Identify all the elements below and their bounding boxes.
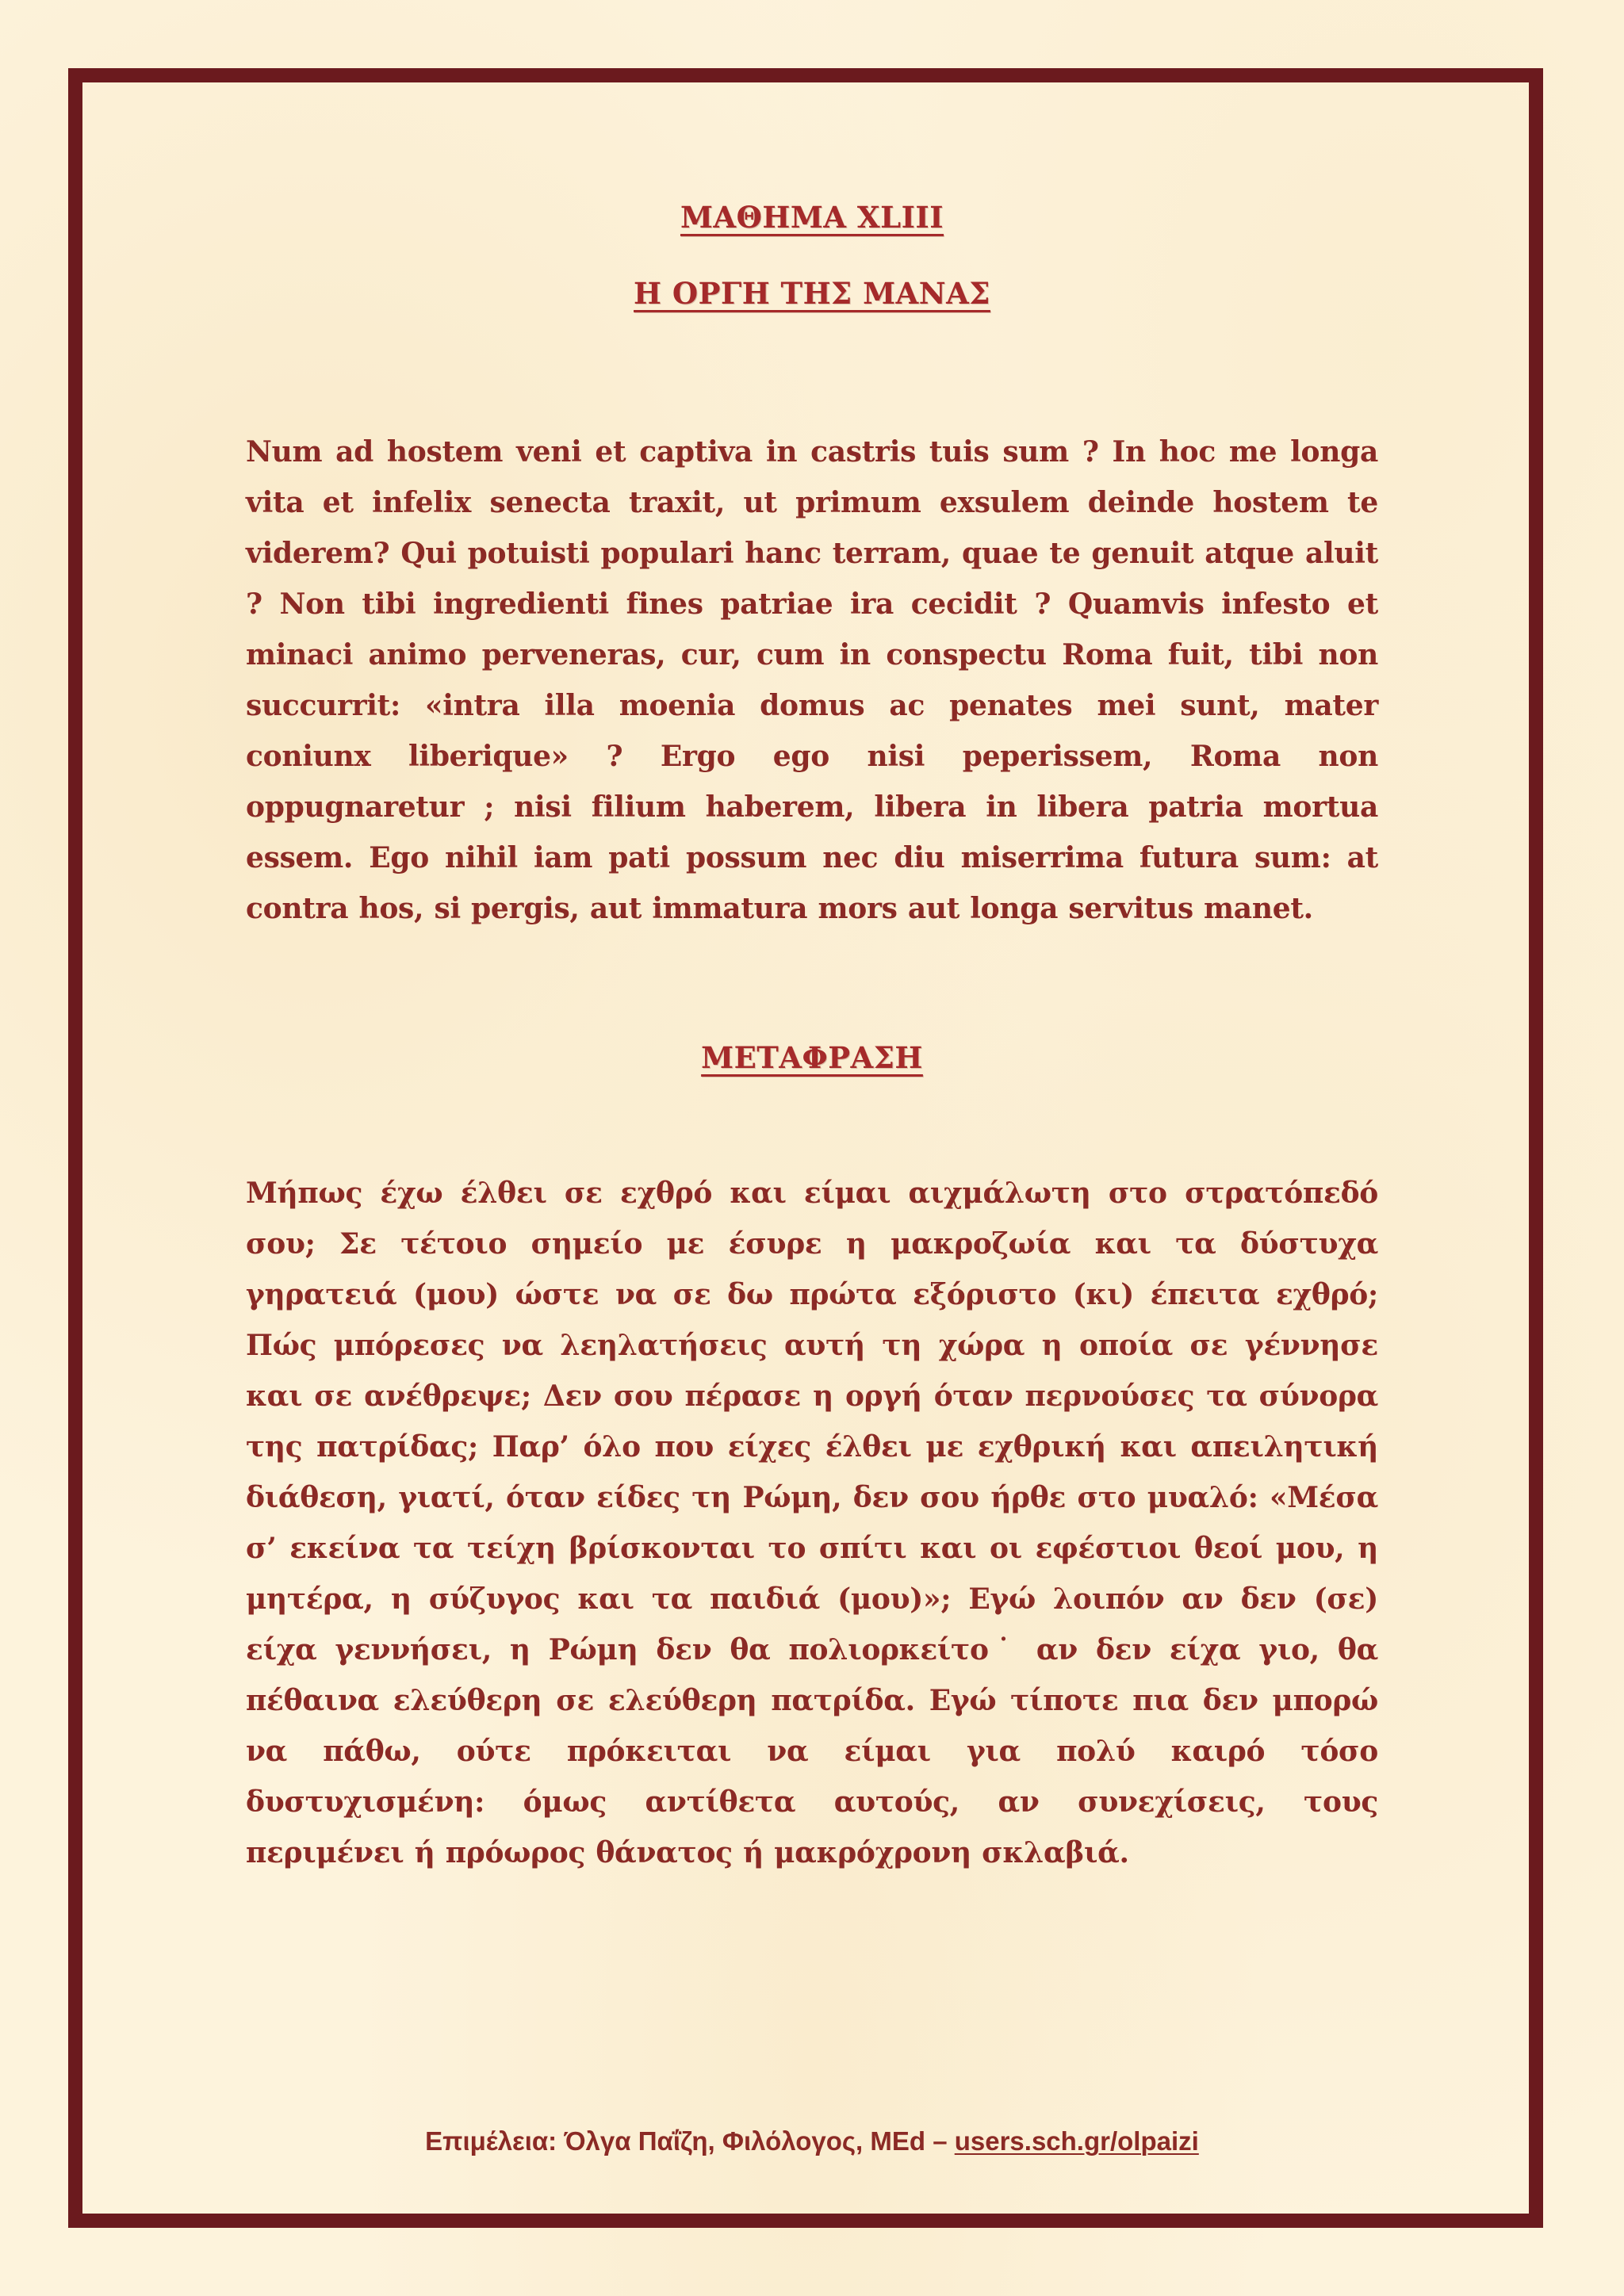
translation-heading: ΜΕΤΑΦΡΑΣΗ [701, 1040, 923, 1075]
footer [0, 2126, 1624, 2156]
translation-text: Μήπως έχω έλθει σε εχθρό και είμαι αιχμάλωτη στο στρατόπεδό σου; Σε τέτοιο σημείο με έσυρε η μακροζωία και τα δύστυχα γηρατειά (μου) ώστε να σε δω πρώτα εξόριστο (κι) έπειτα εχθρό; Πώς μπόρεσες να λεηλατήσεις αυτή τη χώρα η οποία σε γέννησε και σε ανέθρεψε; Δεν σου πέρασε η οργή όταν περνούσες τα σύνορα της πατρίδας; Παρ’ όλο που είχες έλθει με εχθρική και απειλητική διάθεση, γιατί, όταν είδες τη Ρώμη, δεν σου ήρθε στο μυαλό: «Μέσα σ’ εκείνα τα τείχη βρίσκονται το σπίτι και οι εφέστιοι θεοί μου, η μητέρα, η σύζυγος και τα παιδιά (μου)»; Εγώ λοιπόν αν δεν (σε) είχα γεννήσει, η Ρώμη δεν θα πολιορκείτο˙ αν δεν είχα γιο, θα πέθαινα ελεύθερη σε ελεύθερη πατρίδα. Εγώ τίποτε πια δεν μπορώ να πάθω, ούτε πρόκειται να είμαι για πολύ καιρό τόσο δυστυχισμένη: όμως αντίθετα αυτούς, αν συνεχίσεις, τους περιμένει ή πρόωρος θάνατος ή μακρόχρονη σκλαβιά. [246, 1177, 1378, 1869]
footer-credit: Επιμέλεια: Όλγα Παΐζη, Φιλόλογος, MEd – [425, 2126, 955, 2156]
footer-link[interactable]: users.sch.gr/olpaizi [954, 2126, 1199, 2156]
lesson-title: ΜΑΘΗΜΑ XLIII [680, 200, 944, 235]
latin-text: Num ad hostem veni et captiva in castris tuis sum ? In hoc me longa vita et infelix senecta traxit, ut primum exsulem deinde hostem te viderem? Qui potuisti populari hanc terram, quae te genuit atque aluit ? Non tibi ingredienti fines patriae ira cecidit ? Quamvis infesto et minaci animo perveneras, cur, cum in conspectu Roma fuit, tibi non succurrit: «intra illa moenia domus ac penates mei sunt, mater coniunx liberique» ? Ergo ego nisi peperissem, Roma non oppugnaretur ; nisi filium haberem, libera in libera patria mortua essem. Ego nihil iam pati possum nec diu miserrima futura sum: at contra hos, si pergis, aut immatura mors aut longa servitus manet. [246, 435, 1378, 925]
lesson-subtitle: Η ΟΡΓΗ ΤΗΣ ΜΑΝΑΣ [634, 276, 990, 311]
page-border-frame [68, 68, 1543, 2228]
